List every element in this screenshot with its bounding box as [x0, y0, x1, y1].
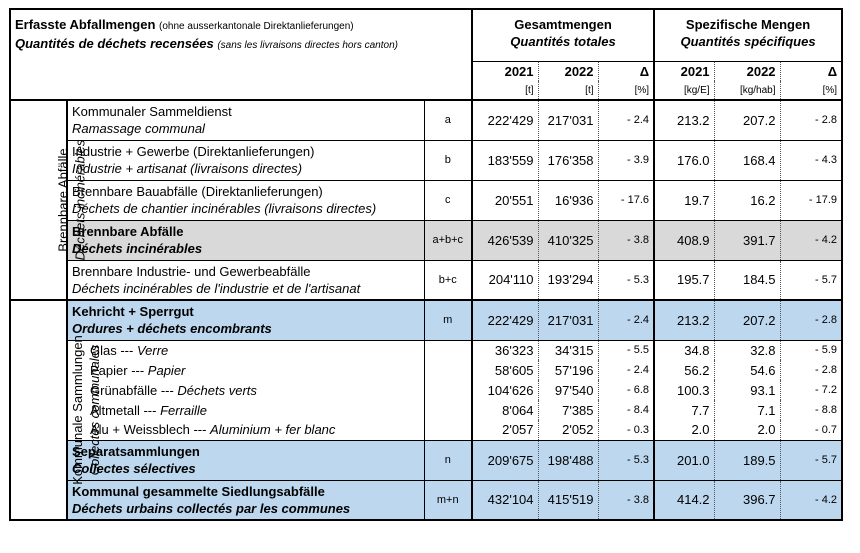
- title-fr: Quantités de déchets recensées: [15, 36, 214, 51]
- unit-kghab: [kg/hab]: [714, 81, 780, 100]
- title-fr-note: (sans les livraisons directes hors canton): [217, 40, 398, 51]
- year-2022-spec: 2022: [714, 61, 780, 81]
- header-row-units: [10, 81, 842, 100]
- specific-quantities-header: [654, 9, 842, 61]
- total-fr: Quantités totales: [510, 34, 616, 49]
- subtotal-row-kehricht: Kommunale Sammlungen Collectes communales Kehricht + Sperrgut Ordures + déchets encombrants m 222'429 217'031 - 2.4 213.2 207.2 - 2.8: [10, 300, 842, 340]
- group-label-kommunal: Kommunale Sammlungen Collectes communales: [10, 300, 67, 520]
- unit-t-2021: [t]: [472, 81, 538, 100]
- header-row-years: [10, 61, 842, 81]
- delta-spec: Δ: [780, 61, 842, 81]
- unit-kge: [kg/E]: [654, 81, 714, 100]
- spec-fr: Quantités spécifiques: [680, 34, 816, 49]
- total-de: Gesamtmengen: [514, 17, 612, 32]
- unit-t-2022: [t]: [538, 81, 598, 100]
- table-row: Industrie + Gewerbe (Direktanlieferungen) Industrie + artisanat (livraisons directes) b 183'559 176'358 - 3.9 176.0 168.4 - 4.3: [10, 140, 842, 180]
- waste-quantities-table: [9, 8, 843, 521]
- total-row-kommunal: Kommunal gesammelte Siedlungsabfälle Déchets urbains collectés par les communes m+n 432'104 415'519 - 3.8 414.2 396.7 - 4.2: [10, 480, 842, 520]
- title-de-note: (ohne ausserkantonale Direktanlieferungen): [159, 21, 354, 32]
- table-row: Brennbare Abfälle Déchets incinérables Kommunaler Sammeldienst Ramassage communal a 222'429 217'031 - 2.4 213.2 207.2 - 2.8: [10, 100, 842, 140]
- table-row: Alu + Weissblech --- Aluminium + fer blanc 2'057 2'052 - 0.3 2.0 2.0 - 0.7: [10, 420, 842, 440]
- year-2021-total: 2021: [472, 61, 538, 81]
- table-title: [10, 9, 472, 61]
- table-row: Altmetall --- Ferraille 8'064 7'385 - 8.4 7.7 7.1 - 8.8: [10, 400, 842, 420]
- title-de: Erfasste Abfallmengen: [15, 17, 156, 32]
- unit-pct-spec: [%]: [780, 81, 842, 100]
- subtotal-row-separat: Separatsammlungen Collectes sélectives n 209'675 198'488 - 5.3 201.0 189.5 - 5.7: [10, 440, 842, 480]
- total-quantities-header: [472, 9, 654, 61]
- table-row: Brennbare Bauabfälle (Direktanlieferungen) Déchets de chantier incinérables (livraisons directes) c 20'551 16'936 - 17.6 19.7 16.2 - 17.9: [10, 180, 842, 220]
- table-row: Glas --- Verre 36'323 34'315 - 5.5 34.8 32.8 - 5.9: [10, 340, 842, 360]
- unit-pct-total: [%]: [598, 81, 654, 100]
- subtotal-row-brennbar: Brennbare Abfälle Déchets incinérables a+b+c 426'539 410'325 - 3.8 408.9 391.7 - 4.2: [10, 220, 842, 260]
- delta-total: Δ: [598, 61, 654, 81]
- spec-de: Spezifische Mengen: [685, 17, 811, 32]
- group-label-brennbar: Brennbare Abfälle Déchets incinérables: [10, 100, 67, 300]
- table-row: Papier --- Papier 58'605 57'196 - 2.4 56.2 54.6 - 2.8: [10, 360, 842, 380]
- table-row: Brennbare Industrie- und Gewerbeabfälle Déchets incinérables de l'industrie et de l'artisanat b+c 204'110 193'294 - 5.3 195.7 184.5 - 5.7: [10, 260, 842, 300]
- table-row: Grünabfälle --- Déchets verts 104'626 97'540 - 6.8 100.3 93.1 - 7.2: [10, 380, 842, 400]
- header-row-titles: [10, 9, 842, 61]
- year-2022-total: 2022: [538, 61, 598, 81]
- year-2021-spec: 2021: [654, 61, 714, 81]
